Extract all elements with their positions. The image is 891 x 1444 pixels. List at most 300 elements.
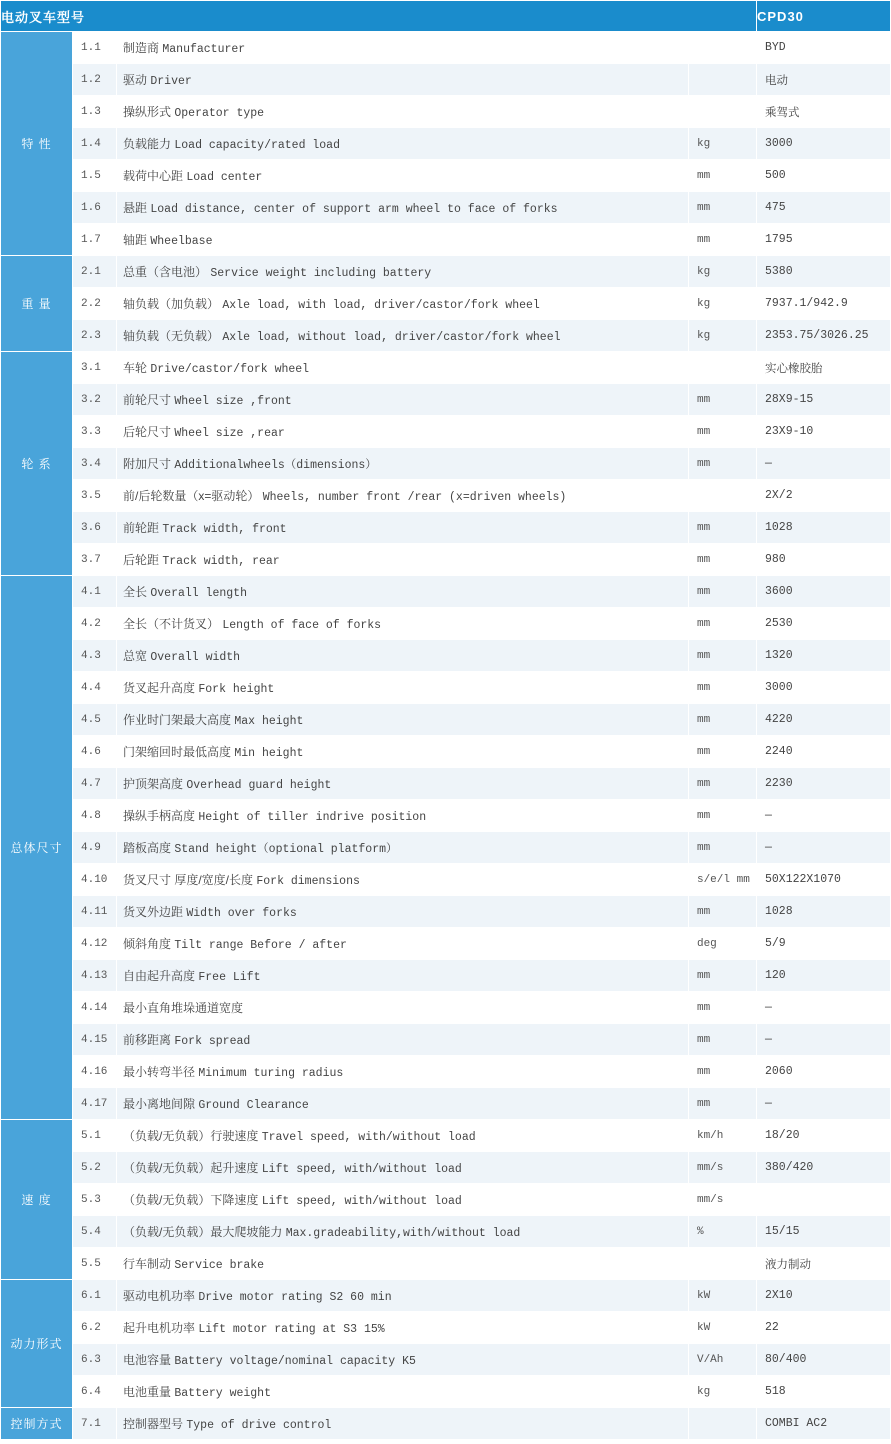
row-description [117, 1344, 689, 1376]
row-number: 2.2 [73, 288, 117, 320]
row-description-cn: 护顶架高度 [123, 777, 184, 791]
row-unit: mm [688, 384, 756, 416]
row-description-cn: 起升电机功率 [123, 1321, 196, 1335]
row-value: — [757, 992, 891, 1024]
table-row [1, 832, 891, 864]
row-value: 3000 [757, 128, 891, 160]
row-value: 1028 [757, 896, 891, 928]
table-row [1, 1312, 891, 1344]
row-description-cn: 驱动电机功率 [123, 1289, 196, 1303]
row-description [117, 1120, 689, 1152]
row-description [117, 128, 689, 160]
row-description [117, 1088, 689, 1120]
row-number: 6.3 [73, 1344, 117, 1376]
row-number: 4.2 [73, 608, 117, 640]
row-number: 4.11 [73, 896, 117, 928]
table-row [1, 1280, 891, 1312]
row-description-cn: 电池容量 [123, 1353, 172, 1367]
table-row [1, 640, 891, 672]
table-row [1, 1024, 891, 1056]
row-value: 15/15 [757, 1216, 891, 1248]
row-description [117, 576, 689, 608]
row-number: 4.10 [73, 864, 117, 896]
row-value: 2X/2 [757, 480, 891, 512]
row-number: 4.9 [73, 832, 117, 864]
table-row [1, 1088, 891, 1120]
row-description-cn: 驱动 [123, 73, 148, 87]
row-description-en: Travel speed, with/without load [261, 1131, 476, 1144]
row-description-cn: 前轮尺寸 [123, 393, 172, 407]
table-row [1, 864, 891, 896]
table-row [1, 800, 891, 832]
row-description [117, 288, 689, 320]
row-description-en: Type of drive control [186, 1419, 332, 1432]
row-unit [688, 64, 756, 96]
row-description-cn: 踏板高度 [123, 841, 172, 855]
header-model: CPD30 [757, 1, 891, 32]
row-description-en: Wheel size ,rear [174, 427, 285, 440]
row-description [117, 1056, 689, 1088]
row-description [117, 256, 689, 288]
row-value: 980 [757, 544, 891, 576]
row-description-cn: 操纵形式 [123, 105, 172, 119]
table-row [1, 960, 891, 992]
row-description-cn: 行车制动 [123, 1257, 172, 1271]
table-row [1, 1184, 891, 1216]
table-row [1, 896, 891, 928]
row-description-en: Free Lift [198, 971, 261, 984]
table-body [1, 32, 891, 1440]
row-unit: mm [688, 800, 756, 832]
row-unit: mm [688, 736, 756, 768]
row-description [117, 96, 689, 128]
row-description [117, 1280, 689, 1312]
row-unit: kg [688, 256, 756, 288]
row-unit: mm [688, 448, 756, 480]
row-description [117, 32, 689, 64]
row-number: 1.2 [73, 64, 117, 96]
row-value: 2530 [757, 608, 891, 640]
row-description-cn: 前轮距 [123, 521, 160, 535]
row-value: 2240 [757, 736, 891, 768]
row-description-cn: 总宽 [123, 649, 148, 663]
table-header-row [1, 1, 891, 32]
row-value: BYD [757, 32, 891, 64]
group-label: 特 性 [1, 32, 73, 256]
row-value: — [757, 448, 891, 480]
row-unit: mm [688, 640, 756, 672]
row-description-en: Load capacity/rated load [174, 139, 340, 152]
row-description-en: Operator type [174, 107, 265, 120]
row-value: 实心橡胶胎 [757, 352, 891, 384]
row-description-cn: 全长 [123, 585, 148, 599]
row-unit [688, 1248, 756, 1280]
row-number: 5.5 [73, 1248, 117, 1280]
row-unit: mm [688, 160, 756, 192]
table-row [1, 288, 891, 320]
row-description [117, 224, 689, 256]
row-value: 22 [757, 1312, 891, 1344]
row-number: 5.1 [73, 1120, 117, 1152]
row-unit: kg [688, 128, 756, 160]
row-number: 4.1 [73, 576, 117, 608]
row-unit [688, 32, 756, 64]
row-description-en: Lift speed, with/without load [261, 1163, 462, 1176]
group-label: 轮 系 [1, 352, 73, 576]
row-unit: mm [688, 544, 756, 576]
row-number: 2.1 [73, 256, 117, 288]
row-description-en: Battery weight [174, 1387, 271, 1400]
table-row [1, 160, 891, 192]
row-number: 1.5 [73, 160, 117, 192]
row-number: 7.1 [73, 1408, 117, 1440]
row-unit: mm [688, 1024, 756, 1056]
row-description [117, 1216, 689, 1248]
row-description-cn: （负载/无负载）最大爬坡能力 [123, 1225, 283, 1239]
row-description [117, 896, 689, 928]
row-description-cn: 货叉尺寸 厚度/宽度/长度 [123, 873, 254, 887]
row-description-cn: 门架缩回时最低高度 [123, 745, 232, 759]
row-unit: mm [688, 960, 756, 992]
table-row [1, 416, 891, 448]
row-description-en: Minimum turing radius [198, 1067, 344, 1080]
row-unit: kg [688, 320, 756, 352]
row-description-cn: 货叉起升高度 [123, 681, 196, 695]
row-unit: mm [688, 608, 756, 640]
row-description-en: Driver [150, 75, 192, 88]
row-description-cn: 载荷中心距 [123, 169, 184, 183]
row-description-cn: 自由起升高度 [123, 969, 196, 983]
row-unit: mm [688, 1056, 756, 1088]
row-description-cn: 最小转弯半径 [123, 1065, 196, 1079]
row-description [117, 1024, 689, 1056]
row-number: 3.6 [73, 512, 117, 544]
table-row [1, 192, 891, 224]
row-description-en: Service weight including battery [210, 267, 432, 280]
table-row [1, 128, 891, 160]
row-unit: kg [688, 288, 756, 320]
row-number: 4.7 [73, 768, 117, 800]
row-unit: mm [688, 992, 756, 1024]
table-row [1, 32, 891, 64]
row-unit: mm [688, 672, 756, 704]
row-description-en: Fork dimensions [256, 875, 360, 888]
row-description-en: Ground Clearance [198, 1099, 309, 1112]
row-description [117, 64, 689, 96]
row-description-cn: 轴负载（加负载） [123, 297, 220, 311]
row-description-cn: 后轮尺寸 [123, 425, 172, 439]
row-unit: mm [688, 896, 756, 928]
row-description-en: Axle load, without load, driver/castor/fork wheel [222, 331, 561, 344]
row-value: 23X9-10 [757, 416, 891, 448]
row-unit: V/Ah [688, 1344, 756, 1376]
row-value: 1028 [757, 512, 891, 544]
table-row [1, 1344, 891, 1376]
row-value: 80/400 [757, 1344, 891, 1376]
row-description-en: Max.gradeability,with/without load [285, 1227, 521, 1240]
table-row [1, 448, 891, 480]
row-value: — [757, 1024, 891, 1056]
row-number: 4.5 [73, 704, 117, 736]
row-unit: mm [688, 512, 756, 544]
row-value: 液力制动 [757, 1248, 891, 1280]
row-value: — [757, 832, 891, 864]
row-value: COMBI AC2 [757, 1408, 891, 1440]
row-value: 1795 [757, 224, 891, 256]
row-description [117, 832, 689, 864]
row-description-en: Load center [186, 171, 263, 184]
row-description-en: Additionalwheels（dimensions） [174, 459, 377, 472]
row-unit: mm [688, 768, 756, 800]
row-unit: mm [688, 192, 756, 224]
row-value: 50X122X1070 [757, 864, 891, 896]
group-label: 重 量 [1, 256, 73, 352]
row-description-en: Overall width [150, 651, 241, 664]
row-unit: s/e/l mm [688, 864, 756, 896]
table-row [1, 352, 891, 384]
row-description-en: Width over forks [186, 907, 297, 920]
row-description-en: Lift motor rating at S3 15% [198, 1323, 385, 1336]
row-unit: kW [688, 1312, 756, 1344]
table-row [1, 384, 891, 416]
row-description [117, 768, 689, 800]
row-number: 4.16 [73, 1056, 117, 1088]
row-number: 3.1 [73, 352, 117, 384]
row-unit: mm [688, 704, 756, 736]
row-description [117, 416, 689, 448]
row-unit: mm [688, 224, 756, 256]
row-number: 2.3 [73, 320, 117, 352]
table-row [1, 512, 891, 544]
row-description [117, 1184, 689, 1216]
table-row [1, 64, 891, 96]
table-row [1, 608, 891, 640]
row-value: 5/9 [757, 928, 891, 960]
row-value: — [757, 800, 891, 832]
row-number: 6.2 [73, 1312, 117, 1344]
row-description-en: Wheels, number front /rear (x=driven wheels) [262, 491, 567, 504]
row-description-cn: 前/后轮数量（x=驱动轮） [123, 489, 260, 503]
table-row [1, 672, 891, 704]
row-description-en: Drive motor rating S2 60 min [198, 1291, 392, 1304]
row-value: 500 [757, 160, 891, 192]
row-description-cn: 控制器型号 [123, 1417, 184, 1431]
row-number: 4.8 [73, 800, 117, 832]
table-row [1, 480, 891, 512]
row-number: 4.13 [73, 960, 117, 992]
row-description-cn: 全长（不计货叉） [123, 617, 220, 631]
row-description [117, 800, 689, 832]
table-row [1, 1376, 891, 1408]
row-description-cn: 悬距 [123, 201, 148, 215]
row-value: 2X10 [757, 1280, 891, 1312]
row-description [117, 160, 689, 192]
row-value: 1320 [757, 640, 891, 672]
row-unit [688, 1408, 756, 1440]
row-description-cn: 轴负载（无负载） [123, 329, 220, 343]
table-row [1, 96, 891, 128]
row-description-en: Fork height [198, 683, 275, 696]
row-unit: kg [688, 1376, 756, 1408]
row-description [117, 1248, 689, 1280]
row-description [117, 736, 689, 768]
row-description [117, 928, 689, 960]
row-description-cn: （负载/无负载）行驶速度 [123, 1129, 259, 1143]
row-value: 2353.75/3026.25 [757, 320, 891, 352]
row-description-en: Overhead guard height [186, 779, 332, 792]
table-row [1, 256, 891, 288]
row-number: 1.3 [73, 96, 117, 128]
row-value [757, 1184, 891, 1216]
row-number: 4.6 [73, 736, 117, 768]
row-value: 7937.1/942.9 [757, 288, 891, 320]
row-description [117, 640, 689, 672]
row-description [117, 992, 689, 1024]
row-unit: kW [688, 1280, 756, 1312]
table-row [1, 1216, 891, 1248]
row-description-cn: 附加尺寸 [123, 457, 172, 471]
row-value: 4220 [757, 704, 891, 736]
row-description-cn: 后轮距 [123, 553, 160, 567]
row-number: 1.7 [73, 224, 117, 256]
table-row [1, 736, 891, 768]
row-number: 4.17 [73, 1088, 117, 1120]
row-unit: mm/s [688, 1152, 756, 1184]
row-description-cn: （负载/无负载）下降速度 [123, 1193, 259, 1207]
row-description-cn: 货叉外边距 [123, 905, 184, 919]
row-value: 28X9-15 [757, 384, 891, 416]
row-number: 5.3 [73, 1184, 117, 1216]
row-description [117, 960, 689, 992]
row-description-en: Service brake [174, 1259, 265, 1272]
row-number: 6.4 [73, 1376, 117, 1408]
row-description-en: Max height [234, 715, 304, 728]
row-description-cn: 制造商 [123, 41, 160, 55]
row-number: 3.4 [73, 448, 117, 480]
row-unit [688, 352, 756, 384]
table-row [1, 1248, 891, 1280]
row-description-en: Height of tiller indrive position [198, 811, 427, 824]
row-value: 3000 [757, 672, 891, 704]
row-description-en: Drive/castor/fork wheel [150, 363, 310, 376]
row-description-en: Wheelbase [150, 235, 213, 248]
table-row [1, 1120, 891, 1152]
row-number: 4.12 [73, 928, 117, 960]
row-description [117, 672, 689, 704]
row-description-cn: 电池重量 [123, 1385, 172, 1399]
group-label: 速 度 [1, 1120, 73, 1280]
row-value: 380/420 [757, 1152, 891, 1184]
row-description-cn: 最小离地间隙 [123, 1097, 196, 1111]
row-value: 乘驾式 [757, 96, 891, 128]
row-description-en: Min height [234, 747, 304, 760]
row-description-cn: （负载/无负载）起升速度 [123, 1161, 259, 1175]
row-description-en: Load distance, center of support arm wheel to face of forks [150, 203, 558, 216]
row-number: 1.4 [73, 128, 117, 160]
row-description [117, 448, 689, 480]
row-description [117, 1408, 689, 1440]
row-description-en: Fork spread [174, 1035, 251, 1048]
row-description-cn: 作业时门架最大高度 [123, 713, 232, 727]
row-number: 3.7 [73, 544, 117, 576]
table-row [1, 1408, 891, 1440]
table-row [1, 992, 891, 1024]
row-number: 3.2 [73, 384, 117, 416]
row-description-en: Battery voltage/nominal capacity K5 [174, 1355, 416, 1368]
row-description [117, 480, 689, 512]
row-unit [688, 480, 756, 512]
row-value: 2060 [757, 1056, 891, 1088]
row-description-en: Length of face of forks [222, 619, 382, 632]
row-value: — [757, 1088, 891, 1120]
row-number: 5.4 [73, 1216, 117, 1248]
table-row [1, 320, 891, 352]
row-number: 4.14 [73, 992, 117, 1024]
header-title: 电动叉车型号 [1, 1, 757, 32]
row-description [117, 1312, 689, 1344]
row-value: 5380 [757, 256, 891, 288]
row-value: 2230 [757, 768, 891, 800]
row-description [117, 512, 689, 544]
row-number: 3.5 [73, 480, 117, 512]
row-description [117, 864, 689, 896]
row-unit: km/h [688, 1120, 756, 1152]
row-description-cn: 最小直角堆垛通道宽度 [123, 1001, 244, 1015]
row-description-cn: 操纵手柄高度 [123, 809, 196, 823]
row-number: 4.4 [73, 672, 117, 704]
table-row [1, 544, 891, 576]
row-number: 4.3 [73, 640, 117, 672]
row-description-cn: 负载能力 [123, 137, 172, 151]
row-description [117, 192, 689, 224]
row-number: 6.1 [73, 1280, 117, 1312]
row-description-cn: 前移距离 [123, 1033, 172, 1047]
table-row [1, 928, 891, 960]
row-value: 18/20 [757, 1120, 891, 1152]
row-value: 120 [757, 960, 891, 992]
table-row [1, 576, 891, 608]
row-description [117, 1376, 689, 1408]
row-description-en: Wheel size ,front [174, 395, 292, 408]
row-unit: mm [688, 1088, 756, 1120]
table-row [1, 1152, 891, 1184]
row-value: 475 [757, 192, 891, 224]
row-unit: mm/s [688, 1184, 756, 1216]
row-number: 5.2 [73, 1152, 117, 1184]
row-unit: deg [688, 928, 756, 960]
row-description-cn: 车轮 [123, 361, 148, 375]
row-description-cn: 倾斜角度 [123, 937, 172, 951]
row-unit: mm [688, 576, 756, 608]
row-description-cn: 总重（含电池） [123, 265, 208, 279]
row-description-en: Track width, front [162, 523, 287, 536]
row-description-en: Tilt range Before / after [174, 939, 347, 952]
row-number: 1.1 [73, 32, 117, 64]
row-value: 518 [757, 1376, 891, 1408]
row-description [117, 1152, 689, 1184]
row-unit: mm [688, 416, 756, 448]
table-row [1, 1056, 891, 1088]
row-description [117, 352, 689, 384]
row-value: 3600 [757, 576, 891, 608]
row-description-en: Manufacturer [162, 43, 246, 56]
row-unit: mm [688, 832, 756, 864]
row-description [117, 544, 689, 576]
row-description-en: Lift speed, with/without load [261, 1195, 462, 1208]
row-description-en: Overall length [150, 587, 247, 600]
row-description-en: Track width, rear [162, 555, 280, 568]
row-value: 电动 [757, 64, 891, 96]
